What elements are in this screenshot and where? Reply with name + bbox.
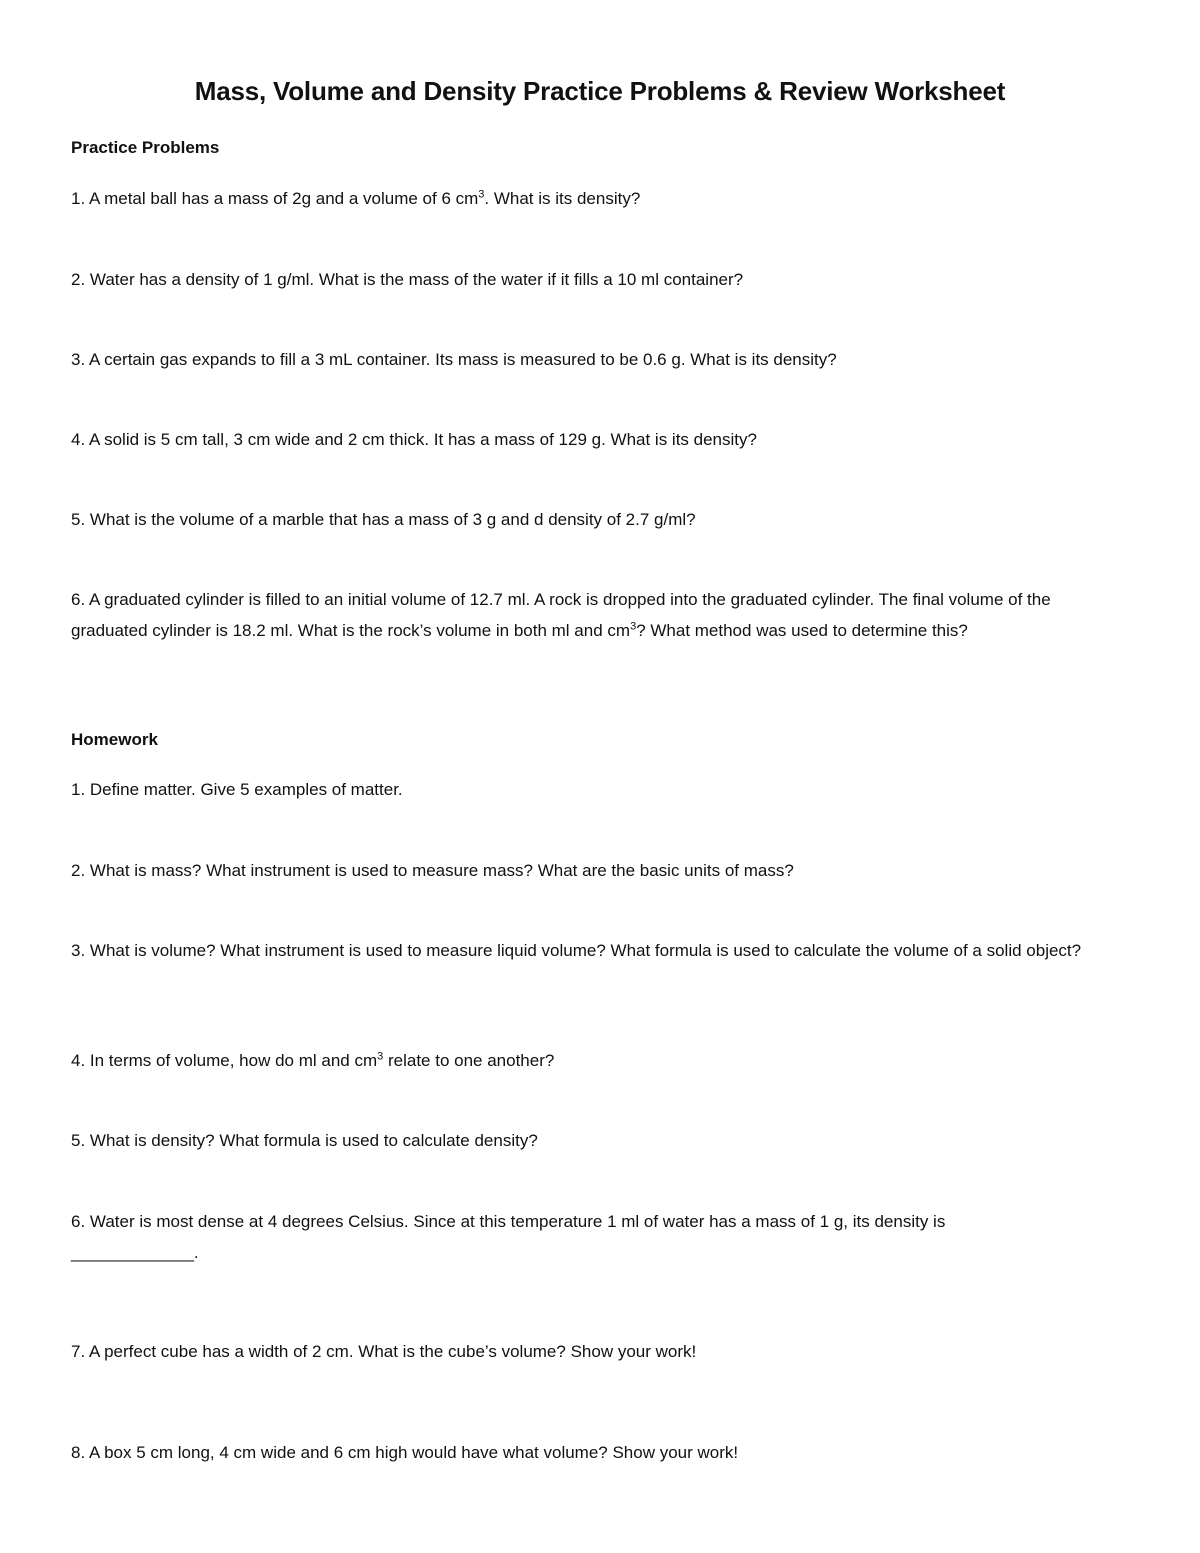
homework-question-1: 1. Define matter. Give 5 examples of matter. [71, 780, 403, 799]
homework-question-7: 7. A perfect cube has a width of 2 cm. What is the cube’s volume? Show your work! [71, 1342, 697, 1361]
practice-problems-heading: Practice Problems [71, 138, 220, 157]
practice-question-3: 3. A certain gas expands to fill a 3 mL container. Its mass is measured to be 0.6 g. What is its density? [71, 350, 837, 369]
practice-question-1 [71, 183, 1131, 214]
page-title: Mass, Volume and Density Practice Problems & Review Worksheet [194, 76, 1006, 106]
homework-question-4 [71, 1045, 1131, 1076]
practice-question-2: 2. Water has a density of 1 g/ml. What is the mass of the water if it fills a 10 ml container? [71, 270, 744, 289]
homework-question-5: 5. What is density? What formula is used to calculate density? [71, 1131, 538, 1150]
superscript-3: 3 [630, 620, 637, 633]
practice-question-6 [71, 584, 1131, 646]
homework-question-3: 3. What is volume? What instrument is used to measure liquid volume? What formula is used to calculate the volume of a solid object? [71, 941, 1082, 960]
homework-question-6-text: 6. Water is most dense at 4 degrees Celsius. Since at this temperature 1 ml of water has a mass of 1 g, its density is [71, 1212, 946, 1231]
homework-question-8: 8. A box 5 cm long, 4 cm wide and 6 cm high would have what volume? Show your work! [71, 1443, 739, 1462]
practice-question-4: 4. A solid is 5 cm tall, 3 cm wide and 2 cm thick. It has a mass of 129 g. What is its density? [71, 430, 757, 449]
practice-question-1-tail: . What is its density? [484, 189, 641, 208]
homework-question-6-tail: . [193, 1243, 199, 1262]
practice-question-6-tail: ? What method was used to determine this? [636, 621, 968, 640]
superscript-3: 3 [478, 188, 485, 201]
homework-heading: Homework [71, 730, 158, 749]
superscript-3: 3 [377, 1050, 384, 1063]
homework-question-4-tail: relate to one another? [383, 1051, 555, 1070]
practice-question-5: 5. What is the volume of a marble that has a mass of 3 g and d density of 2.7 g/ml? [71, 510, 696, 529]
homework-question-4-text: 4. In terms of volume, how do ml and cm [71, 1051, 378, 1070]
answer-blank[interactable]: _____________ [71, 1243, 194, 1262]
homework-question-6 [71, 1206, 1131, 1268]
homework-question-2: 2. What is mass? What instrument is used to measure mass? What are the basic units of mass? [71, 861, 794, 880]
practice-question-6-text: 6. A graduated cylinder is filled to an initial volume of 12.7 ml. A rock is dropped into the graduated cylinder. The final volume of the graduated cylinder is 18.2 ml. What is the rock’s volume in both ml and cm [71, 590, 1051, 640]
practice-question-1-text: 1. A metal ball has a mass of 2g and a volume of 6 cm [71, 189, 479, 208]
